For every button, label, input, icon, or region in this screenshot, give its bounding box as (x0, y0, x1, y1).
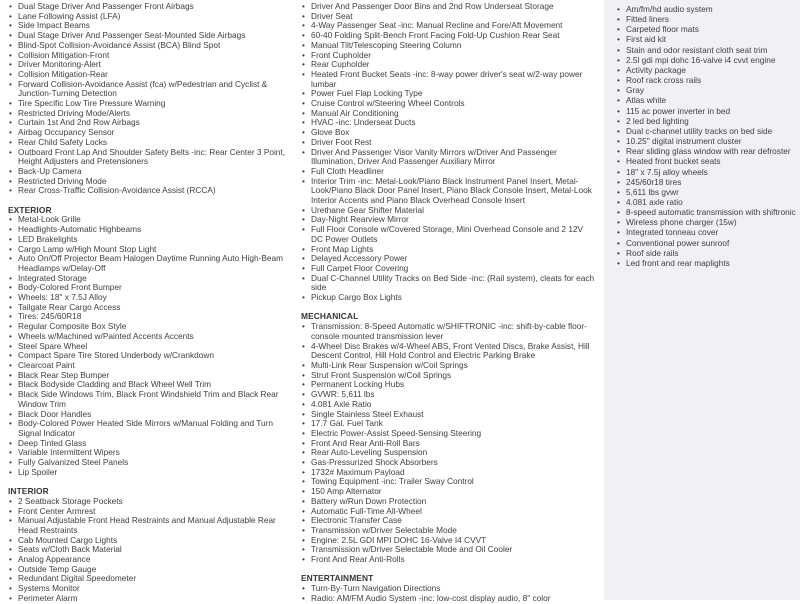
feature-item: • Restricted Driving Mode (8, 177, 295, 187)
feature-item: • Fully Galvanized Steel Panels (8, 458, 295, 468)
feature-item: • 150 Amp Alternator (301, 487, 597, 497)
feature-list-safety (8, 2, 295, 196)
feature-item: • Cab Mounted Cargo Lights (8, 536, 295, 546)
feature-item: • Glove Box (301, 128, 597, 138)
feature-item: • Urethane Gear Shifter Material (301, 206, 597, 216)
feature-item: • Headlights-Automatic Highbeams (8, 225, 295, 235)
feature-item: • Dual c-channel utility tracks on bed side (616, 126, 800, 136)
feature-item: • 4-Wheel Disc Brakes w/4-Wheel ABS, Front Vented Discs, Brake Assist, Hill Descent Control, Hill Hold Control and Electric Parking Brake (301, 342, 597, 361)
feature-item: • Electronic Transfer Case (301, 516, 597, 526)
feature-item: • First aid kit (616, 34, 800, 44)
feature-item: • Roof rack cross rails (616, 75, 800, 85)
feature-item: • Power Fuel Flap Locking Type (301, 89, 597, 99)
feature-item: • 8-speed automatic transmission with shiftronic (616, 207, 800, 217)
feature-item: • Metal-Look Grille (8, 215, 295, 225)
feature-item: • Manual Adjustable Front Head Restraints and Manual Adjustable Rear Head Restraints (8, 516, 295, 535)
feature-item: • Auto On/Off Projector Beam Halogen Daytime Running Auto High-Beam Headlamps w/Delay-Off (8, 254, 295, 273)
feature-item: • Am/fm/hd audio system (616, 4, 800, 14)
feature-item: • Body-Colored Front Bumper (8, 283, 295, 293)
feature-item: • Driver And Passenger Door Bins and 2nd Row Underseat Storage (301, 2, 597, 12)
feature-item: • 2 Seatback Storage Pockets (8, 497, 295, 507)
feature-item: • Wheels w/Machined w/Painted Accents Accents (8, 332, 295, 342)
feature-item: • Permanent Locking Hubs (301, 380, 597, 390)
feature-item: • Rear Cross-Traffic Collision-Avoidance Assist (RCCA) (8, 186, 295, 196)
feature-item: • 4.081 Axle Ratio (301, 400, 597, 410)
features-column-left (8, 2, 295, 604)
feature-item: • Manual Tilt/Telescoping Steering Column (301, 41, 597, 51)
feature-item: • Electric Power-Assist Speed-Sensing Steering (301, 429, 597, 439)
feature-item: • Collision Mitigation-Rear (8, 70, 295, 80)
installed-options-list (616, 4, 800, 268)
feature-item: • Tailgate Rear Cargo Access (8, 303, 295, 313)
feature-item: • 2.5l gdi mpi dohc 16-valve i4 cvvt engine (616, 55, 800, 65)
feature-item: • Front Cupholder (301, 51, 597, 61)
feature-item: • Driver Foot Rest (301, 138, 597, 148)
feature-item: • 5,611 lbs gvwr (616, 187, 800, 197)
feature-item: • Black Side Windows Trim, Black Front Windshield Trim and Black Rear Window Trim (8, 390, 295, 409)
feature-item: • Dual Stage Driver And Passenger Seat-Mounted Side Airbags (8, 31, 295, 41)
feature-item: • HVAC -inc: Underseat Ducts (301, 118, 597, 128)
feature-item: • 10.25" digital instrument cluster (616, 136, 800, 146)
feature-item: • Cargo Lamp w/High Mount Stop Light (8, 245, 295, 255)
feature-item: • Forward Collision-Avoidance Assist (fca) w/Pedestrian and Cyclist & Junction-Turning Detection (8, 80, 295, 99)
feature-item: • Deep Tinted Glass (8, 439, 295, 449)
feature-item: • Analog Appearance (8, 555, 295, 565)
feature-item: • Curtain 1st And 2nd Row Airbags (8, 118, 295, 128)
feature-list-entertainment (301, 584, 597, 603)
feature-item: • Driver Monitoring-Alert (8, 60, 295, 70)
feature-list-interior (8, 497, 295, 604)
feature-item: • Gray (616, 85, 800, 95)
feature-item: • Restricted Driving Mode/Alerts (8, 109, 295, 119)
feature-item: • Lane Following Assist (LFA) (8, 12, 295, 22)
feature-item: • Automatic Full-Time All-Wheel (301, 507, 597, 517)
feature-list-mechanical (301, 322, 597, 565)
feature-item: • Roof side rails (616, 248, 800, 258)
feature-item: • Dual C-Channel Utility Tracks on Bed Side -inc: (Rail system), cleats for each side (301, 274, 597, 293)
feature-item: • 245/60r18 tires (616, 177, 800, 187)
feature-item: • Towing Equipment -inc: Trailer Sway Control (301, 477, 597, 487)
feature-item: • Tires: 245/60R18 (8, 312, 295, 322)
section-heading-mechanical: MECHANICAL (301, 311, 359, 322)
feature-item: • Regular Composite Box Style (8, 322, 295, 332)
feature-item: • Back-Up Camera (8, 167, 295, 177)
feature-item: • Conventional power sunroof (616, 238, 800, 248)
feature-item: • Rear sliding glass window with rear defroster (616, 146, 800, 156)
feature-item: • Atlas white (616, 95, 800, 105)
feature-item: • Driver Seat (301, 12, 597, 22)
feature-item: • Full Floor Console w/Covered Storage, Mini Overhead Console and 2 12V DC Power Outlets (301, 225, 597, 244)
feature-item: • Integrated Storage (8, 274, 295, 284)
feature-item: • Fitted liners (616, 14, 800, 24)
feature-item: • Outboard Front Lap And Shoulder Safety Belts -inc: Rear Center 3 Point, Height Adjusters and Pretensioners (8, 148, 295, 167)
feature-item: • Perimeter Alarm (8, 594, 295, 604)
feature-item: • Collision Mitigation-Front (8, 51, 295, 61)
feature-item: • Stain and odor resistant cloth seat trim (616, 45, 800, 55)
feature-item: • Redundant Digital Speedometer (8, 574, 295, 584)
feature-item: • Full Cloth Headliner (301, 167, 597, 177)
feature-item: • Integrated tonneau cover (616, 227, 800, 237)
feature-item: • Radio: AM/FM Audio System -inc: low-cost display audio, 8" color (301, 594, 597, 604)
feature-list-exterior (8, 215, 295, 477)
section-heading-exterior: EXTERIOR (8, 204, 52, 215)
feature-item: • Tire Specific Low Tire Pressure Warning (8, 99, 295, 109)
feature-item: • Heated Front Bucket Seats -inc: 8-way power driver's seat w/2-way power lumbar (301, 70, 597, 89)
feature-item: • Single Stainless Steel Exhaust (301, 410, 597, 420)
section-heading-interior: INTERIOR (8, 486, 49, 497)
feature-item: • Black Door Handles (8, 410, 295, 420)
feature-item: • Strut Front Suspension w/Coil Springs (301, 371, 597, 381)
feature-item: • Blind-Spot Collision-Avoidance Assist (BCA) Blind Spot (8, 41, 295, 51)
options-side-panel (604, 0, 800, 600)
feature-item: • Transmission w/Driver Selectable Mode and Oil Cooler (301, 545, 597, 555)
feature-list-interior-cont (301, 2, 597, 303)
feature-item: • Engine: 2.5L GDI MPI DOHC 16-Valve I4 CVVT (301, 536, 597, 546)
feature-item: • Multi-Link Rear Suspension w/Coil Springs (301, 361, 597, 371)
feature-item: • Steel Spare Wheel (8, 342, 295, 352)
feature-item: • Interior Trim -inc: Metal-Look/Piano Black Instrument Panel Insert, Metal-Look/Piano Black Door Panel Insert, Piano Black Console Insert, Metal-Look Interior Accents and Piano Black Overhead Console Insert (301, 177, 597, 206)
feature-item: • Day-Night Rearview Mirror (301, 215, 597, 225)
feature-item: • Wheels: 18" x 7.5J Alloy (8, 293, 295, 303)
feature-item: • Rear Auto-Leveling Suspension (301, 448, 597, 458)
feature-item: • Manual Air Conditioning (301, 109, 597, 119)
feature-item: • Front And Rear Anti-Rolls (301, 555, 597, 565)
feature-item: • Driver And Passenger Visor Vanity Mirrors w/Driver And Passenger Illumination, Driver And Passenger Auxiliary Mirror (301, 148, 597, 167)
feature-item: • Dual Stage Driver And Passenger Front Airbags (8, 2, 295, 12)
feature-item: • Transmission w/Driver Selectable Mode (301, 526, 597, 536)
feature-item: • Activity package (616, 65, 800, 75)
feature-item: • Battery w/Run Down Protection (301, 497, 597, 507)
feature-item: • 2 led bed lighting (616, 116, 800, 126)
feature-item: • Compact Spare Tire Stored Underbody w/Crankdown (8, 351, 295, 361)
feature-item: • Pickup Cargo Box Lights (301, 293, 597, 303)
feature-item: • 115 ac power inverter in bed (616, 106, 800, 116)
feature-item: • 1732# Maximum Payload (301, 468, 597, 478)
feature-item: • 4.081 axle ratio (616, 197, 800, 207)
feature-item: • Side Impact Beams (8, 21, 295, 31)
feature-item: • 17.7 Gal. Fuel Tank (301, 419, 597, 429)
feature-item: • 60-40 Folding Split-Bench Front Facing Fold-Up Cushion Rear Seat (301, 31, 597, 41)
feature-item: • Led front and rear maplights (616, 258, 800, 268)
feature-item: • Rear Cupholder (301, 60, 597, 70)
feature-item: • Delayed Accessory Power (301, 254, 597, 264)
feature-item: • Variable Intermittent Wipers (8, 448, 295, 458)
feature-item: • Outside Temp Gauge (8, 565, 295, 575)
feature-item: • Rear Child Safety Locks (8, 138, 295, 148)
feature-item: • Front And Rear Anti-Roll Bars (301, 439, 597, 449)
feature-item: • LED Brakelights (8, 235, 295, 245)
feature-item: • 18" x 7.5j alloy wheels (616, 167, 800, 177)
feature-item: • Transmission: 8-Speed Automatic w/SHIFTRONIC -inc: shift-by-cable floor-console mounted transmission lever (301, 322, 597, 341)
features-column-middle (301, 2, 597, 604)
feature-item: • Front Map Lights (301, 245, 597, 255)
feature-item: • 4-Way Passenger Seat -inc: Manual Recline and Fore/Aft Movement (301, 21, 597, 31)
feature-item: • Full Carpet Floor Covering (301, 264, 597, 274)
feature-item: • Black Bodyside Cladding and Black Wheel Well Trim (8, 380, 295, 390)
feature-item: • Turn-By-Turn Navigation Directions (301, 584, 597, 594)
feature-item: • Gas-Pressurized Shock Absorbers (301, 458, 597, 468)
feature-item: • Heated front bucket seats (616, 156, 800, 166)
feature-item: • Body-Colored Power Heated Side Mirrors w/Manual Folding and Turn Signal Indicator (8, 419, 295, 438)
feature-item: • Wireless phone charger (15w) (616, 217, 800, 227)
feature-item: • Clearcoat Paint (8, 361, 295, 371)
feature-item: • Systems Monitor (8, 584, 295, 594)
feature-item: • Cruise Control w/Steering Wheel Controls (301, 99, 597, 109)
feature-item: • Carpeted floor mats (616, 24, 800, 34)
feature-item: • Seats w/Cloth Back Material (8, 545, 295, 555)
feature-item: • Black Rear Step Bumper (8, 371, 295, 381)
feature-item: • GVWR: 5,611 lbs (301, 390, 597, 400)
feature-item: • Front Center Armrest (8, 507, 295, 517)
section-heading-entertainment: ENTERTAINMENT (301, 573, 374, 584)
feature-item: • Lip Spoiler (8, 468, 295, 478)
feature-item: • Airbag Occupancy Sensor (8, 128, 295, 138)
